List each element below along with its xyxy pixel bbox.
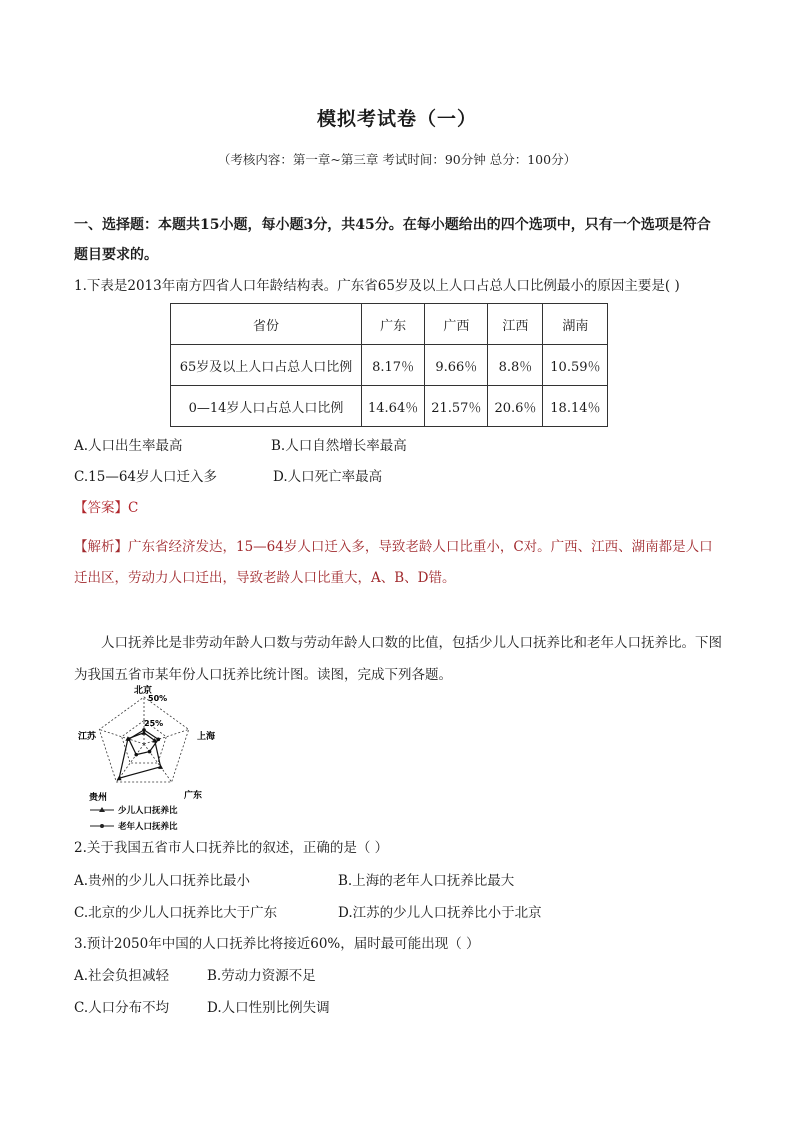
q2-option-b[interactable]: B.上海的老年人口抚养比最大: [338, 873, 515, 889]
ring-label-25: 25%: [144, 719, 164, 728]
q2-stem: 2.关于我国五省市人口抚养比的叙述，正确的是（ ）: [74, 840, 389, 856]
table-cell: 18.14％: [543, 386, 608, 427]
table-cell: 8.17％: [362, 345, 425, 386]
table-cell: 10.59％: [543, 345, 608, 386]
elderly-point: [142, 728, 146, 732]
axis-label-beijing: 北京: [133, 686, 153, 696]
table-cell: 广东: [362, 304, 425, 345]
axis-label-shanghai: 上海: [197, 732, 216, 742]
exam-info: （考核内容：第一章~第三章 考试时间：90分钟 总分：100分）: [217, 152, 577, 167]
dependency-ratio-radar-chart: [80, 682, 230, 837]
table-cell: 省份: [171, 304, 362, 345]
elderly-point: [148, 750, 152, 754]
q2-option-a[interactable]: A.贵州的少儿人口抚养比最小: [74, 873, 251, 889]
table-cell: 湖南: [543, 304, 608, 345]
q1-option-c[interactable]: C.15—64岁人口迁入多: [74, 469, 217, 485]
table-cell: 21.57％: [425, 386, 488, 427]
q1-option-d[interactable]: D.人口死亡率最高: [273, 469, 383, 485]
radar-axis: [99, 729, 144, 744]
q3-option-c[interactable]: C.人口分布不均: [74, 1000, 170, 1016]
explain-text: 广东省经济发达，15—64岁人口迁入多，导致老龄人口比重小，C对。广西、江西、湖南都是人口迁出区，劳动力人口迁出，导致老龄人口比重大，A、B、D错。: [74, 539, 713, 586]
table-cell: 20.6％: [488, 386, 543, 427]
elderly-point: [134, 753, 138, 757]
table-cell: 0—14岁人口占总人口比例: [171, 386, 362, 427]
answer-value: C: [128, 500, 139, 516]
table-row: [171, 345, 608, 386]
table-cell: 14.64％: [362, 386, 425, 427]
axis-label-jiangsu: 江苏: [78, 732, 97, 742]
answer-tag: 【答案】: [74, 500, 128, 516]
legend-marker-dot-icon: [100, 824, 104, 828]
table-cell: 江西: [488, 304, 543, 345]
elderly-point: [127, 737, 131, 741]
legend-label-elderly: 老年人口抚养比: [118, 822, 178, 832]
table-cell: 9.66％: [425, 345, 488, 386]
table-cell: 65岁及以上人口占总人口比例: [171, 345, 362, 386]
q3-option-d[interactable]: D.人口性别比例失调: [207, 1000, 330, 1016]
chart-legend: [90, 805, 178, 832]
legend-label-youth: 少儿人口抚养比: [118, 806, 178, 816]
table-cell: 8.8％: [488, 345, 543, 386]
elderly-point: [157, 738, 161, 742]
axis-label-guangdong: 广东: [184, 791, 203, 801]
q1-explanation: [74, 532, 726, 594]
explain-tag: 【解析】: [74, 539, 128, 555]
q3-option-b[interactable]: B.劳动力资源不足: [207, 968, 316, 984]
q3-option-a[interactable]: A.社会负担减轻: [74, 968, 170, 984]
q1-option-b[interactable]: B.人口自然增长率最高: [271, 438, 407, 454]
table-header-row: [171, 304, 608, 345]
q1-stem: 1.下表是2013年南方四省人口年龄结构表。广东省65岁及以上人口占总人口比例最小的原因主要是( ): [74, 278, 680, 294]
radar-axis: [144, 729, 189, 744]
section-heading: 一、选择题：本题共15小题，每小题3分，共45分。在每小题给出的四个选项中，只有一个选项是符合题目要求的。: [74, 217, 711, 263]
table-cell: 广西: [425, 304, 488, 345]
axis-label-guizhou: 贵州: [89, 793, 108, 803]
q3-stem: 3.预计2050年中国的人口抚养比将接近60%，届时最可能出现（ ）: [74, 936, 480, 952]
age-structure-table: [170, 303, 608, 427]
q1-option-a[interactable]: A.人口出生率最高: [74, 438, 183, 454]
ring-label-50: 50%: [148, 694, 168, 703]
page-title: 模拟考试卷（一）: [316, 108, 477, 130]
q2-option-c[interactable]: C.北京的少儿人口抚养比大于广东: [74, 905, 278, 921]
table-row: [171, 386, 608, 427]
q2-option-d[interactable]: D.江苏的少儿人口抚养比小于北京: [338, 905, 542, 921]
intro-paragraph: 人口抚养比是非劳动年龄人口数与劳动年龄人口数的比值，包括少儿人口抚养比和老年人口抚养比。下图为我国五省市某年份人口抚养比统计图。读图，完成下列各题。: [74, 635, 722, 683]
q1-answer: [74, 498, 138, 518]
